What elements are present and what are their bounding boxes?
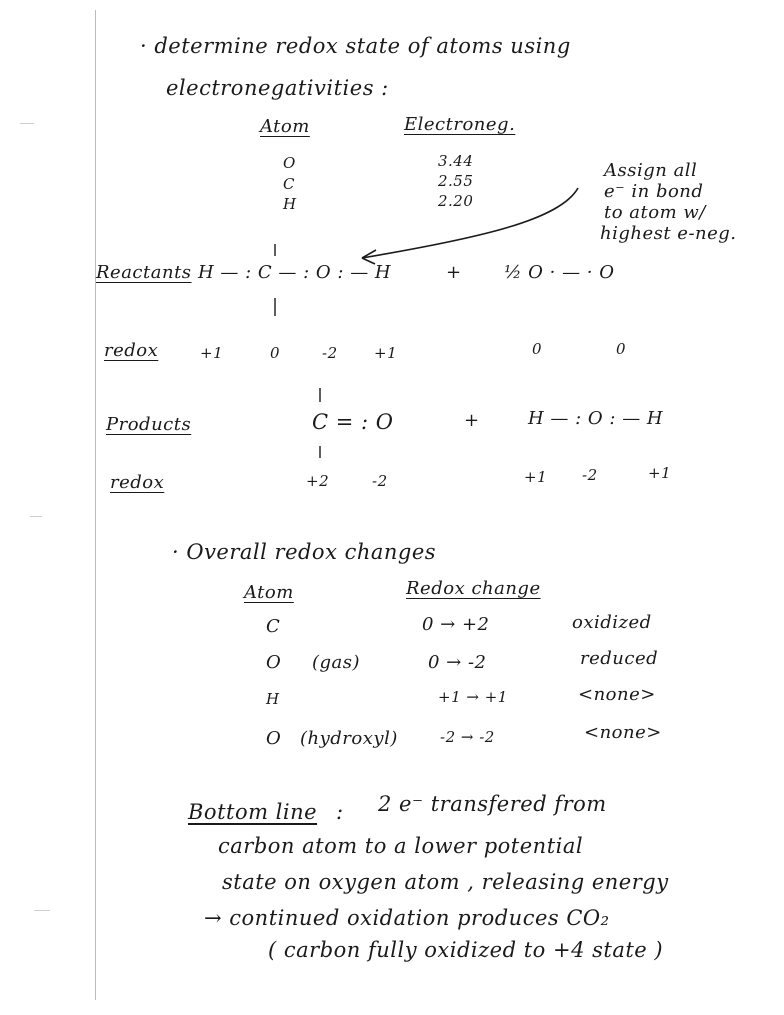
product-formaldehyde: C = : O <box>312 410 394 434</box>
overall-row-change: +1 → +1 <box>438 688 508 706</box>
bottom-line-text-5: ( carbon fully oxidized to +4 state ) <box>268 938 664 962</box>
overall-row-change: 0 → +2 <box>422 614 490 635</box>
reactant-plus: + <box>446 262 462 283</box>
bottom-line-text-2: carbon atom to a lower potential <box>218 834 584 858</box>
reactants-label: Reactants <box>96 262 192 283</box>
reactant-redox-value: +1 <box>374 344 398 362</box>
overall-row-change: 0 → -2 <box>428 652 487 673</box>
overall-row-qualifier: (gas) <box>312 652 361 673</box>
bottom-line-colon: : <box>336 800 344 824</box>
overall-row-result: <none> <box>578 684 656 705</box>
overall-header-atom: Atom <box>244 582 294 603</box>
intro-line-1: · determine redox state of atoms using <box>140 34 571 58</box>
electroneg-atom: O <box>283 154 296 172</box>
bottom-line-text-4: → continued oxidation produces CO₂ <box>204 906 610 930</box>
electroneg-header-atom: Atom <box>260 116 310 137</box>
note-line-1: Assign all <box>604 160 698 181</box>
overall-row-atom: H <box>266 690 280 708</box>
reactant-redox-value: +1 <box>200 344 224 362</box>
reactant-oxygen: ½ O · — · O <box>504 262 615 283</box>
product-plus: + <box>464 410 480 431</box>
product-redox-value: +1 <box>648 464 672 482</box>
reactant-redox-value: 0 <box>616 340 627 358</box>
note-line-4: highest e-neg. <box>600 223 737 244</box>
overall-header-change: Redox change <box>406 578 541 599</box>
electroneg-value: 2.20 <box>438 192 474 210</box>
electroneg-header-value: Electroneg. <box>404 114 516 135</box>
overall-row-result: oxidized <box>572 612 652 633</box>
overall-row-change: -2 → -2 <box>440 728 495 746</box>
bottom-line-label: Bottom line <box>188 800 318 824</box>
reactants-redox-label: redox <box>104 340 159 361</box>
reactant-redox-value: 0 <box>532 340 543 358</box>
reactant-methanol: H — : C — : O : — H <box>198 262 392 283</box>
bottom-line-text-3: state on oxygen atom , releasing energy <box>222 870 669 894</box>
product-redox-value: -2 <box>372 472 388 490</box>
overall-row-atom: O <box>266 728 282 749</box>
reactant-redox-value: -2 <box>322 344 338 362</box>
reactant-redox-value: 0 <box>270 344 281 362</box>
note-line-2: e⁻ in bond <box>604 181 704 202</box>
overall-row-atom: C <box>266 616 281 637</box>
overall-row-result: reduced <box>580 648 659 669</box>
intro-line-2: electronegativities : <box>166 76 389 100</box>
note-line-3: to atom w/ <box>604 202 706 223</box>
products-redox-label: redox <box>110 472 165 493</box>
overall-heading: · Overall redox changes <box>172 540 437 564</box>
products-label: Products <box>106 414 192 435</box>
electroneg-value: 2.55 <box>438 172 474 190</box>
bottom-line-text-1: 2 e⁻ transfered from <box>378 792 607 816</box>
product-redox-value: +2 <box>306 472 330 490</box>
overall-row-atom: O <box>266 652 282 673</box>
overall-row-qualifier: (hydroxyl) <box>300 728 398 749</box>
product-water: H — : O : — H <box>528 408 664 429</box>
product-redox-value: -2 <box>582 466 598 484</box>
electroneg-atom: C <box>283 175 295 193</box>
electroneg-atom: H <box>283 195 297 213</box>
product-redox-value: +1 <box>524 468 548 486</box>
overall-row-result: <none> <box>584 722 662 743</box>
electroneg-value: 3.44 <box>438 152 474 170</box>
